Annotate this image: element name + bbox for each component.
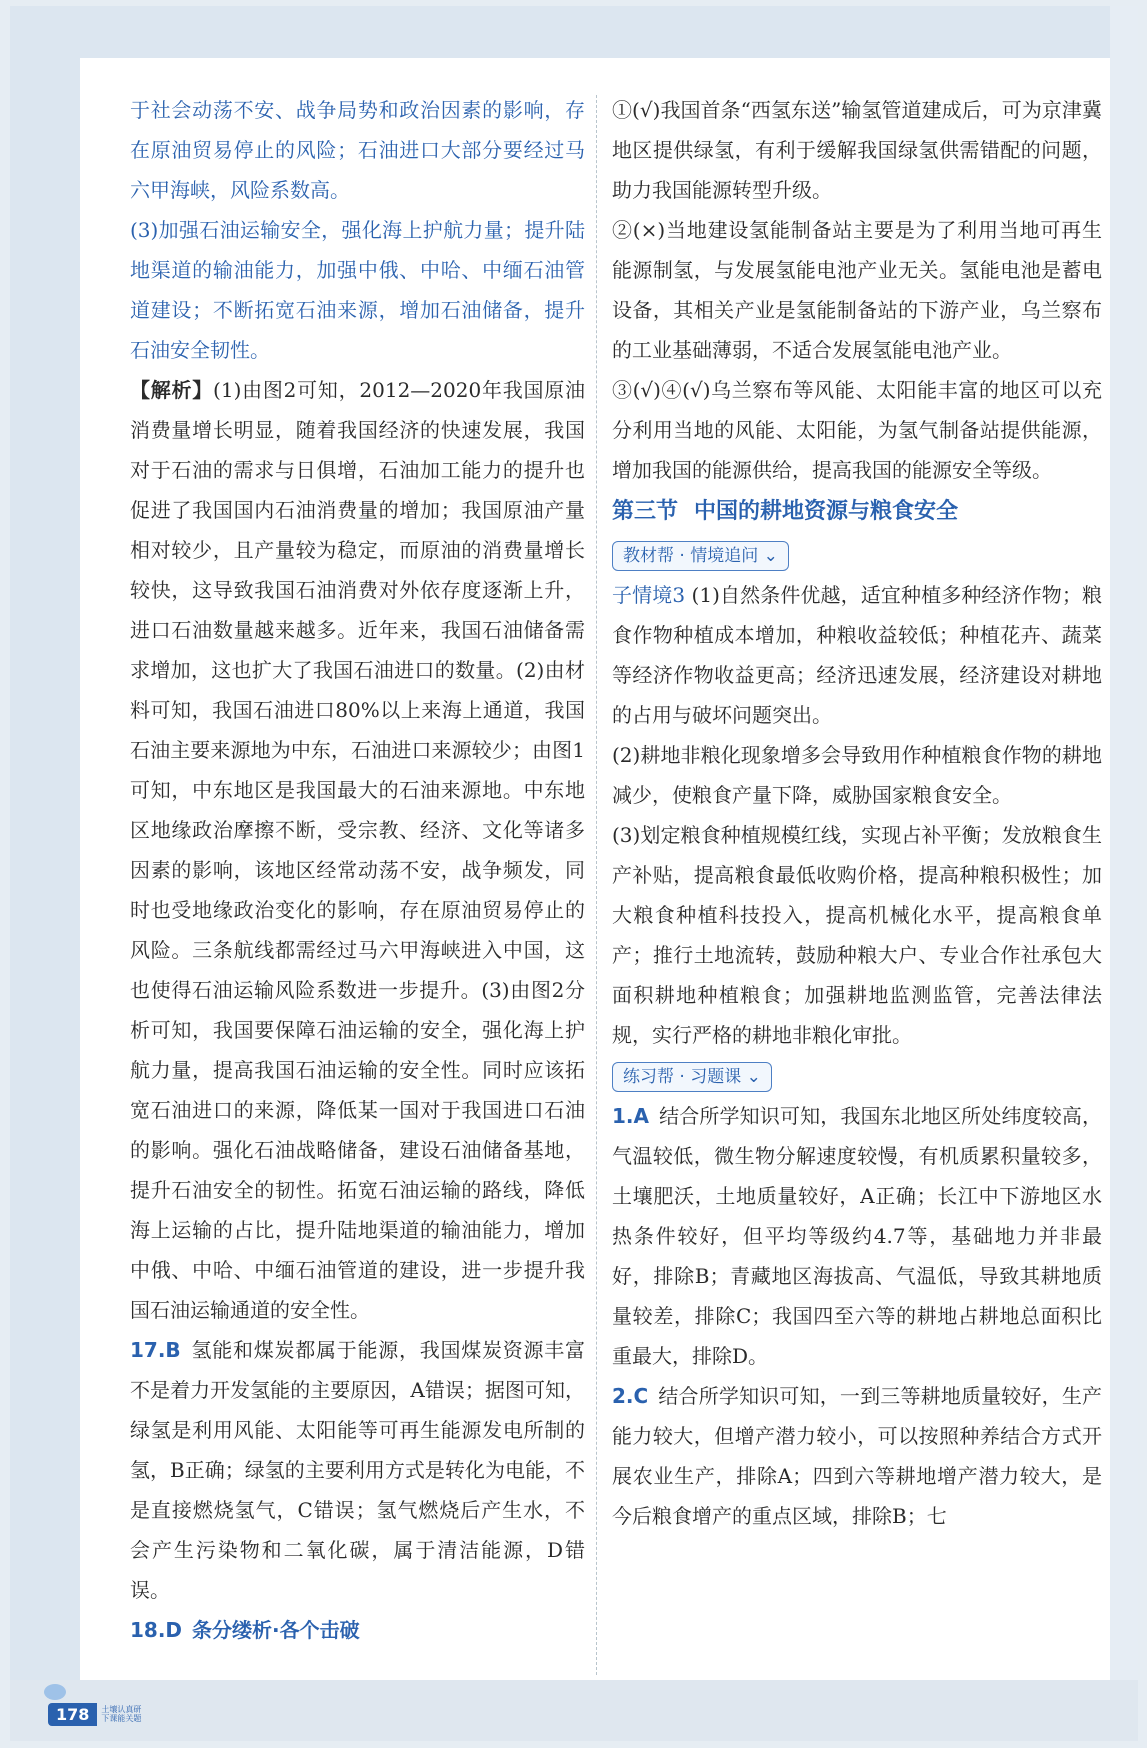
left-column (130, 90, 585, 1650)
question-1-number: 1.A (612, 1104, 649, 1128)
analysis-label: 【解析】 (130, 378, 214, 402)
bottom-margin-band (10, 1680, 1138, 1741)
sub-scenario-1 (612, 575, 1102, 735)
mascot-icon (44, 1684, 66, 1700)
question-18-heading: 条分缕析·各个击破 (192, 1618, 360, 1642)
tag-textbook-help[interactable]: 教材帮 · 情境追问 ⌄ (612, 541, 789, 571)
question-2-number: 2.C (612, 1384, 649, 1408)
top-margin-band (10, 6, 1138, 58)
question-17 (130, 1330, 585, 1610)
column-divider (596, 95, 597, 1675)
question-18 (130, 1610, 585, 1650)
question-18-number: 18.D (130, 1618, 183, 1642)
analysis-paragraph (130, 370, 585, 1330)
sub-scenario-text-1: (1)自然条件优越，适宜种植多种经济作物；粮食作物种植成本增加，种粮收益较低；种植花卉、蔬菜等经济作物收益更高；经济迅速发展，经济建设对耕地的占用与破坏问题突出。 (612, 583, 1102, 727)
left-margin-band (10, 6, 80, 1741)
sub-scenario-label: 子情境3 (612, 583, 686, 607)
question-1 (612, 1096, 1102, 1376)
right-item-1: ①(√)我国首条“西氢东送”输氢管道建成后，可为京津冀地区提供绿氢，有利于缓解我国绿氢供需错配的问题，助力我国能源转型升级。 (612, 98, 1102, 202)
question-17-number: 17.B (130, 1338, 181, 1362)
page-footer (48, 1700, 149, 1728)
right-column (612, 90, 1102, 1536)
question-2-text: 结合所学知识可知，一到三等耕地质量较好，生产能力较大，但增产潜力较小，可以按照种养结合方式开展农业生产，排除A；四到六等耕地增产潜力较大，是今后粮食增产的重点区域，排除B；七 (612, 1384, 1102, 1528)
question-1-text: 结合所学知识可知，我国东北地区所处纬度较高，气温较低，微生物分解速度较慢，有机质累积量较多，土壤肥沃，土地质量较好，A正确；长江中下游地区水热条件较好，但平均等级约4.7等，基础地力并非最好，排除B；青藏地区海拔高、气温低，导致其耕地质量较差，排除C；我国四至六等的耕地占耕地总面积比重最大，排除D。 (612, 1104, 1102, 1368)
tag-practice-help[interactable]: 练习帮 · 习题课 ⌄ (612, 1062, 772, 1092)
right-item-3: ③(√)④(√)乌兰察布等风能、太阳能丰富的地区可以充分利用当地的风能、太阳能，为氢气制备站提供能源，增加我国的能源供给，提高我国的能源安全等级。 (612, 378, 1102, 482)
right-margin-band (1110, 6, 1138, 1741)
question-17-text: 氢能和煤炭都属于能源，我国煤炭资源丰富不是着力开发氢能的主要原因，A错误；据图可知，绿氢是利用风能、太阳能等可再生能源发电所制的氢，B正确；绿氢的主要利用方式是转化为电能，不是直接燃烧氢气，C错误；氢气燃烧后产生水，不会产生污染物和二氧化碳，属于清洁能源，D错误。 (130, 1338, 585, 1602)
answer-text-part1: 于社会动荡不安、战争局势和政治因素的影响，存在原油贸易停止的风险；石油进口大部分要经过马六甲海峡，风险系数高。 (130, 98, 585, 202)
section-name: 中国的耕地资源与粮食安全 (694, 499, 959, 524)
answer-text-part3: (3)加强石油运输安全，强化海上护航力量；提升陆地渠道的输油能力，加强中俄、中哈、中缅石油管道建设；不断拓宽石油来源，增加石油储备，提升石油安全韧性。 (130, 218, 585, 362)
question-2 (612, 1376, 1102, 1536)
right-item-2: ②(×)当地建设氢能制备站主要是为了利用当地可再生能源制氢，与发展氢能电池产业无关。氢能电池是蓄电设备，其相关产业是氢能制备站的下游产业，乌兰察布的工业基础薄弱，不适合发展氢能电池产业。 (612, 218, 1102, 362)
sub-scenario-2: (2)耕地非粮化现象增多会导致用作种植粮食作物的耕地减少，使粮食产量下降，威胁国家粮食安全。 (612, 743, 1102, 807)
section-title (612, 492, 1102, 532)
footer-small-text: 土壤认真研 下课能关题 (101, 1705, 142, 1723)
section-number: 第三节 (612, 499, 679, 524)
analysis-text: (1)由图2可知，2012—2020年我国原油消费量增长明显，随着我国经济的快速发展，我国对于石油的需求与日俱增，石油加工能力的提升也促进了我国国内石油消费量的增加；我国原油产量相对较少，且产量较为稳定，而原油的消费量增长较快，这导致我国石油消费对外依存度逐渐上升，进口石油数量越来越多。近年来，我国石油储备需求增加，这也扩大了我国石油进口的数量。(2)由材料可知，我国石油进口80%以上来海上通道，我国石油主要来源地为中东，石油进口来源较少；由图1可知，中东地区是我国最大的石油来源地。中东地区地缘政治摩擦不断，受宗教、经济、文化等诸多因素的影响，该地区经常动荡不安，战争频发，同时也受地缘政治变化的影响，存在原油贸易停止的风险。三条航线都需经过马六甲海峡进入中国，这也使得石油运输风险系数进一步提升。(3)由图2分析可知，我国要保障石油运输的安全，强化海上护航力量，提高我国石油运输的安全性。同时应该拓宽石油进口的来源，降低某一国对于我国进口石油的影响。强化石油战略储备，建设石油储备基地，提升石油安全的韧性。拓宽石油运输的路线，降低海上运输的占比，提升陆地渠道的输油能力，增加中俄、中哈、中缅石油管道的建设，进一步提升我国石油运输通道的安全性。 (130, 378, 586, 1322)
page-number: 178 (48, 1703, 97, 1726)
sub-scenario-3: (3)划定粮食种植规模红线，实现占补平衡；发放粮食生产补贴，提高粮食最低收购价格，提高种粮积极性；加大粮食种植科技投入，提高机械化水平，提高粮食单产；推行土地流转，鼓励种粮大户、专业合作社承包大面积耕地种植粮食；加强耕地监测监管，完善法律法规，实行严格的耕地非粮化审批。 (612, 823, 1102, 1047)
